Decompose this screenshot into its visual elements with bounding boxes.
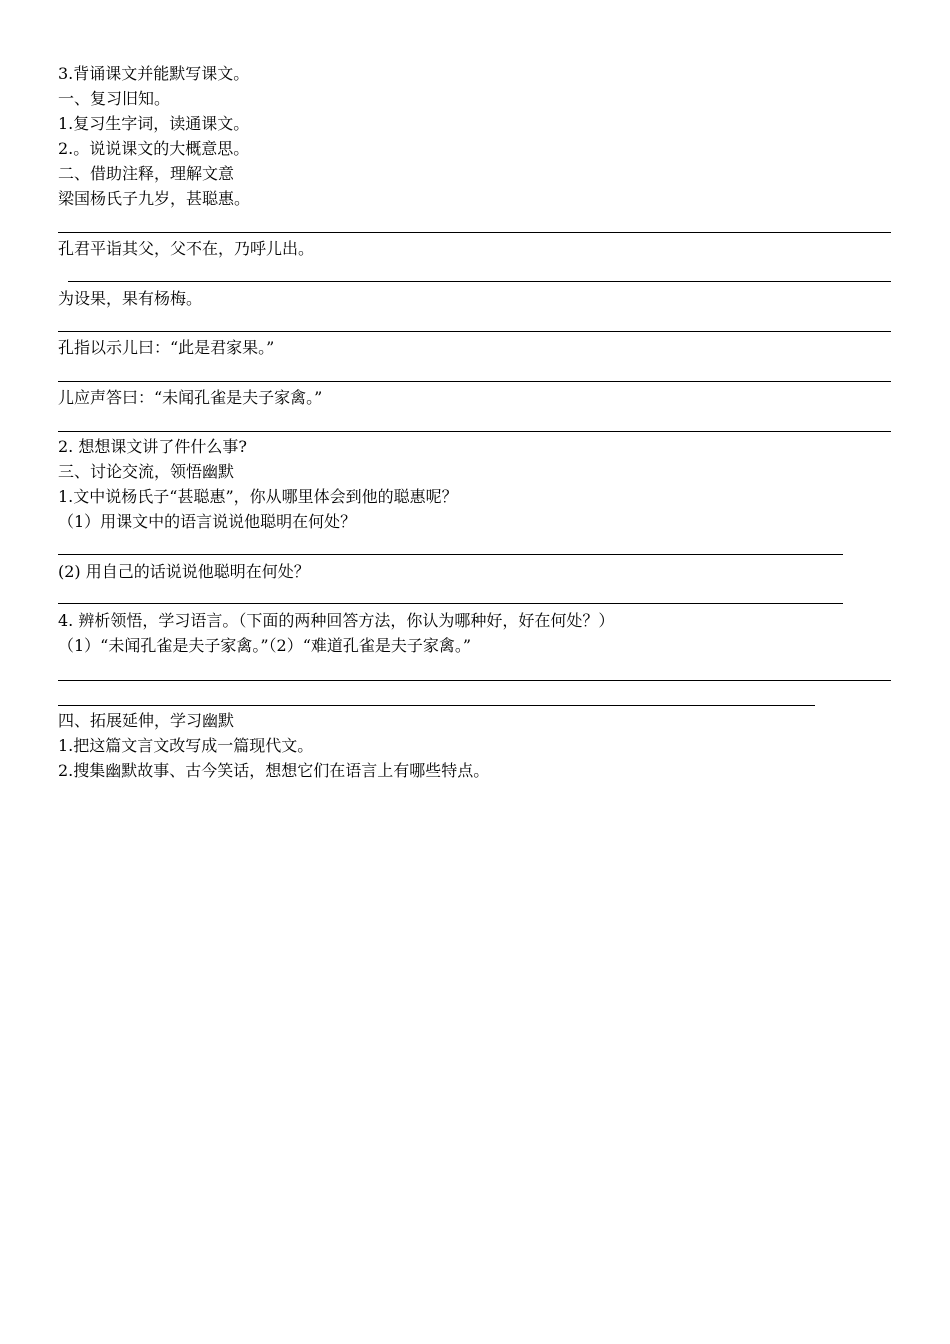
text-line-summary: 2.。说说课文的大概意思。 xyxy=(58,139,250,158)
text-line-task-collect: 2.搜集幽默故事、古今笑话，想想它们在语言上有哪些特点。 xyxy=(58,761,490,780)
answer-line xyxy=(58,705,815,706)
text-line-classical-4: 孔指以示儿曰：“此是君家果。” xyxy=(58,338,275,357)
text-line-question-clever: 1.文中说杨氏子“甚聪惠”，你从哪里体会到他的聪惠呢？ xyxy=(58,487,458,506)
section-heading-discussion: 三、讨论交流，领悟幽默 xyxy=(58,462,235,481)
text-line-subquestion-1: （1）用课文中的语言说说他聪明在何处？ xyxy=(58,512,357,531)
text-line-classical-3: 为设果，果有杨梅。 xyxy=(58,289,203,308)
text-line-question-compare: 4. 辨析领悟，学习语言。（下面的两种回答方法，你认为哪种好，好在何处？） xyxy=(58,611,615,630)
text-line-classical-1: 梁国杨氏子九岁，甚聪惠。 xyxy=(58,189,251,208)
answer-line xyxy=(58,680,891,681)
text-line-recite: 3.背诵课文并能默写课文。 xyxy=(58,64,250,83)
answer-line xyxy=(58,381,891,382)
text-line-task-rewrite: 1.把这篇文言文改写成一篇现代文。 xyxy=(58,736,314,755)
text-line-compare-options: （1）“未闻孔雀是夫子家禽。”（2）“难道孔雀是夫子家禽。” xyxy=(58,636,472,655)
answer-line xyxy=(58,554,843,555)
answer-line xyxy=(58,431,891,432)
section-heading-annotations: 二、借助注释，理解文意 xyxy=(58,164,235,183)
section-heading-review: 一、复习旧知。 xyxy=(58,89,171,108)
answer-line xyxy=(68,281,891,282)
answer-line xyxy=(58,232,891,233)
answer-line xyxy=(58,603,843,604)
text-line-classical-2: 孔君平诣其父，父不在，乃呼儿出。 xyxy=(58,239,315,258)
text-line-classical-5: 儿应声答曰：“未闻孔雀是夫子家禽。” xyxy=(58,388,323,407)
text-line-question-story: 2. 想想课文讲了件什么事? xyxy=(58,437,247,456)
text-line-subquestion-2: (2) 用自己的话说说他聪明在何处？ xyxy=(58,562,310,581)
section-heading-extension: 四、拓展延伸，学习幽默 xyxy=(58,711,235,730)
answer-line xyxy=(58,331,891,332)
text-line-review-words: 1.复习生字词，读通课文。 xyxy=(58,114,250,133)
